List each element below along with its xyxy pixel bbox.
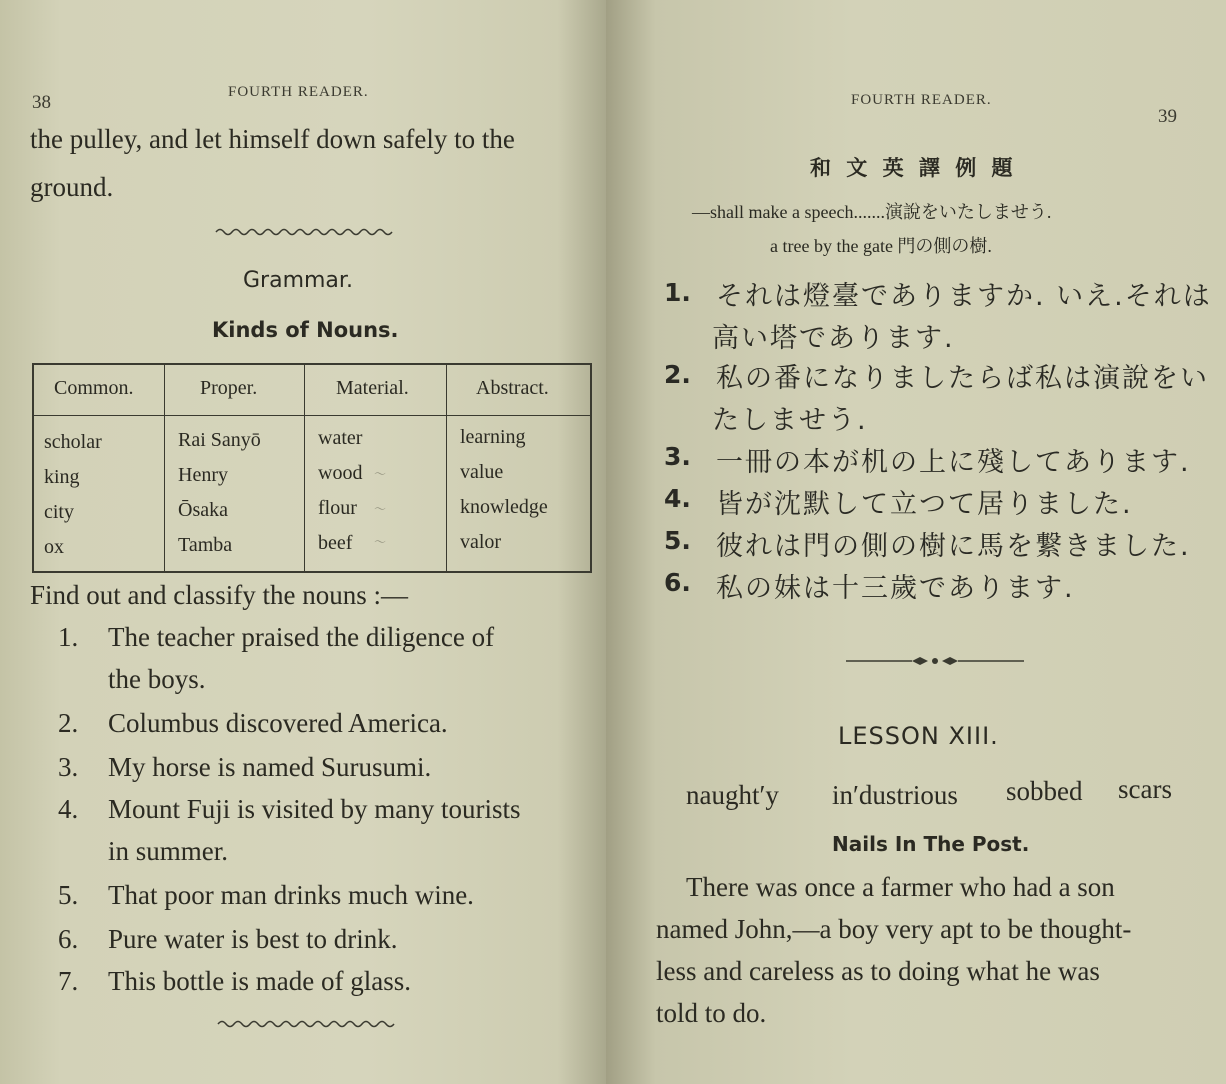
swash-divider bbox=[218, 1018, 398, 1030]
exercise-line: That poor man drinks much wine. bbox=[108, 880, 474, 910]
story-line: told to do. bbox=[656, 998, 767, 1028]
exercise-number: 1. bbox=[664, 278, 691, 307]
table-cell: city bbox=[44, 501, 74, 523]
exercise-line: Pure water is best to drink. bbox=[108, 924, 398, 954]
running-header: FOURTH READER. bbox=[228, 84, 369, 100]
exercise-number: 2. bbox=[664, 360, 691, 389]
table-cell: Rai Sanyō bbox=[178, 429, 261, 451]
right-page bbox=[606, 0, 1226, 1084]
exercise-line: The teacher praised the diligence of bbox=[108, 622, 495, 652]
lesson-title: LESSON XIII. bbox=[838, 722, 999, 750]
exercise-line: それは燈臺でありますか. いえ.それは bbox=[716, 281, 1212, 312]
exercise-line: This bottle is made of glass. bbox=[108, 966, 411, 996]
exercise-number: 5. bbox=[664, 526, 691, 555]
vocab-word: naught′y bbox=[686, 780, 779, 810]
exercise-line: Mount Fuji is visited by many tourists bbox=[108, 794, 521, 824]
table-cell: scholar bbox=[44, 431, 102, 453]
table-cell: value bbox=[460, 461, 504, 483]
vocab-word: sobbed bbox=[1006, 776, 1083, 806]
swash-divider bbox=[216, 226, 396, 238]
table-cell: flour bbox=[318, 497, 357, 519]
story-title: Nails In The Post. bbox=[832, 832, 1030, 856]
column-divider bbox=[304, 365, 305, 571]
intro-line: ground. bbox=[30, 172, 114, 202]
table-header: Abstract. bbox=[476, 377, 549, 399]
exercise-line: 私の妹は十三歲であります. bbox=[716, 573, 1075, 604]
story-line: There was once a farmer who had a son bbox=[686, 872, 1115, 902]
exercise-line: the boys. bbox=[108, 664, 206, 694]
exercise-line: 彼れは門の側の樹に馬を繋きました. bbox=[716, 531, 1191, 562]
table-header: Material. bbox=[336, 377, 409, 399]
intro-line: the pulley, and let himself down safely to the bbox=[30, 124, 515, 154]
column-divider bbox=[164, 365, 165, 571]
table-header: Proper. bbox=[200, 377, 258, 399]
example-line: —shall make a speech.......演說をいたしませう. bbox=[692, 202, 1052, 222]
exercise-number: 6. bbox=[664, 568, 691, 597]
exercise-number: 3. bbox=[58, 752, 79, 782]
exercise-line: たしませう. bbox=[712, 405, 868, 436]
exercise-number: 3. bbox=[664, 442, 691, 471]
exercise-number: 6. bbox=[58, 924, 79, 954]
table-cell: valor bbox=[460, 531, 502, 553]
pencil-mark: 〜 bbox=[374, 467, 387, 481]
subtitle: Kinds of Nouns. bbox=[212, 318, 399, 342]
exercise-number: 4. bbox=[664, 484, 691, 513]
exercise-number: 4. bbox=[58, 794, 79, 824]
vocab-word: scars bbox=[1118, 774, 1172, 804]
page-number: 38 bbox=[32, 92, 51, 113]
pencil-mark: 〜 bbox=[374, 535, 387, 549]
column-divider bbox=[446, 365, 447, 571]
exercise-number: 7. bbox=[58, 966, 79, 996]
table-cell: king bbox=[44, 466, 80, 488]
exercise-line: 一冊の本が机の上に殘してあります. bbox=[716, 447, 1191, 478]
page-number: 39 bbox=[1158, 106, 1177, 127]
exercise-number: 1. bbox=[58, 622, 79, 652]
exercise-prompt: Find out and classify the nouns :— bbox=[30, 580, 408, 610]
left-page bbox=[0, 0, 606, 1084]
exercise-line: 高い塔であります. bbox=[712, 323, 955, 354]
nouns-table bbox=[32, 363, 592, 573]
section-title: Grammar. bbox=[243, 268, 353, 293]
example-line: a tree by the gate 門の側の樹. bbox=[770, 236, 992, 256]
table-header: Common. bbox=[54, 377, 134, 399]
exercise-number: 5. bbox=[58, 880, 79, 910]
exercise-line: in summer. bbox=[108, 836, 228, 866]
exercise-line: 皆が沈默して立つて居りました. bbox=[716, 489, 1133, 520]
table-cell: ox bbox=[44, 536, 64, 558]
exercise-line: 私の番になりましたらば私は演說をい bbox=[716, 363, 1209, 394]
exercise-line: Columbus discovered America. bbox=[108, 708, 448, 738]
table-cell: Henry bbox=[178, 464, 228, 486]
story-line: less and careless as to doing what he was bbox=[656, 956, 1100, 986]
story-line: named John,—a boy very apt to be thought- bbox=[656, 914, 1132, 944]
pencil-mark: 〜 bbox=[374, 502, 387, 516]
section-title: 和 文 英 譯 例 題 bbox=[810, 156, 1017, 180]
exercise-line: My horse is named Surusumi. bbox=[108, 752, 432, 782]
table-cell: Ōsaka bbox=[178, 499, 228, 521]
table-cell: wood bbox=[318, 462, 363, 484]
table-cell: learning bbox=[460, 426, 526, 448]
vocab-word: in′dustrious bbox=[832, 780, 958, 810]
exercise-number: 2. bbox=[58, 708, 79, 738]
ornament-divider bbox=[846, 654, 1024, 668]
running-header: FOURTH READER. bbox=[851, 92, 992, 108]
table-cell: water bbox=[318, 427, 363, 449]
table-cell: knowledge bbox=[460, 496, 548, 518]
table-cell: beef bbox=[318, 532, 353, 554]
header-divider bbox=[34, 415, 590, 416]
table-cell: Tamba bbox=[178, 534, 233, 556]
